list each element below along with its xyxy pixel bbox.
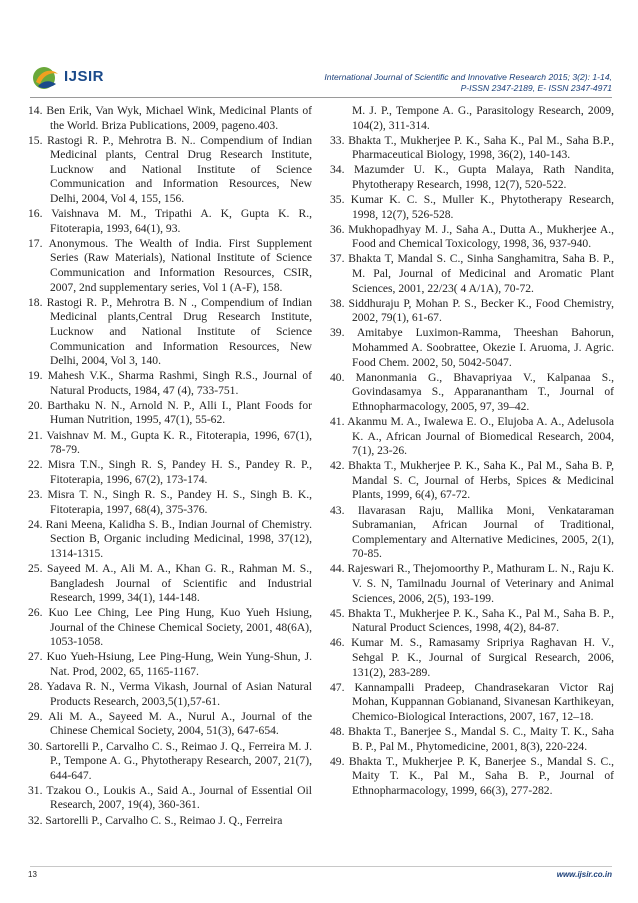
- reference-entry: 36. Mukhopadhyay M. J., Saha A., Dutta A., Mukherjee A., Food and Chemical Toxicology, 1998, 36, 937-940.: [330, 222, 614, 251]
- journal-issn-line: P-ISSN 2347-2189, E- ISSN 2347-4971: [460, 83, 612, 93]
- logo-emblem-icon: [30, 64, 62, 92]
- website-link[interactable]: www.ijsir.co.in: [556, 870, 612, 879]
- reference-entry: 15. Rastogi R. P., Mehrotra B. N.. Compendium of Indian Medicinal plants, Central Drug Research Institute, Lucknow and National Institute of Science Communication and Information Resources, New Delhi, 2004, Vol 4, 155, 156.: [28, 133, 312, 206]
- journal-title-line: International Journal of Scientific and Innovative Research 2015; 3(2): 1-14,: [324, 72, 612, 82]
- reference-entry: 41. Akanmu M. A., Iwalewa E. O., Elujoba A. A., Adelusola K. A., African Journal of Biomedical Research, 2004, 7(1), 23-26.: [330, 414, 614, 458]
- journal-citation-header: [182, 72, 612, 94]
- reference-entry: 18. Rastogi R. P., Mehrotra B. N ., Compendium of Indian Medicinal plants,Central Drug Research Institute, Lucknow and National Institute of Science Communication and Information Resources, New Delhi, 2004, Vol 3, 140.: [28, 295, 312, 368]
- reference-entry: 40. Manonmania G., Bhavapriyaa V., Kalpanaa S., Govindasamya S., Apparanantham T., Journal of Ethnopharmacology, 2005, 97, 39–42.: [330, 370, 614, 413]
- reference-entry: 23. Misra T. N., Singh R. S., Pandey H. S., Singh B. K., Fitoterapia, 1997, 68(4), 375-376.: [28, 487, 312, 516]
- reference-entry: 17. Anonymous. The Wealth of India. First Supplement Series (Raw Materials), National Institute of Science Communication and Information Resources, CSIR, 2007, 2nd supplementary series, Vol 1 (A-F), 158.: [28, 236, 312, 294]
- header-divider: [30, 97, 612, 98]
- reference-entry: 45. Bhakta T., Mukherjee P. K., Saha K., Pal M., Saha B. P., Natural Product Sciences, 1998, 4(2), 84-87.: [330, 606, 614, 635]
- reference-entry: 43. Ilavarasan Raju, Mallika Moni, Venkataraman Subramanian, African Journal of Traditional, Complementary and Alternative Medicines, 2005, 2(1), 70-85.: [330, 503, 614, 561]
- reference-entry: 30. Sartorelli P., Carvalho C. S., Reimao J. Q., Ferreira M. J. P., Tempone A. G., Phytotherapy Research, 2007, 21(7), 644-647.: [28, 739, 312, 782]
- reference-entry: 29. Ali M. A., Sayeed M. A., Nurul A., Journal of the Chinese Chemical Society, 2004, 51(3), 647-654.: [28, 709, 312, 738]
- reference-entry: 20. Barthaku N. N., Arnold N. P., Alli I., Plant Foods for Human Nutrition, 1995, 47(1), 55-62.: [28, 398, 312, 427]
- reference-entry: 48. Bhakta T., Banerjee S., Mandal S. C., Maity T. K., Saha B. P., Pal M., Phytomedicine, 2001, 8(3), 220-224.: [330, 724, 614, 753]
- reference-entry-continued: M. J. P., Tempone A. G., Parasitology Research, 2009, 104(2), 311-314.: [352, 104, 614, 132]
- reference-entry: 24. Rani Meena, Kalidha S. B., Indian Journal of Chemistry. Section B, Organic including Medicinal, 1998, 37(12), 1314-1315.: [28, 517, 312, 560]
- reference-entry: 44. Rajeswari R., Thejomoorthy P., Mathuram L. N., Raju K. V. S. N, Tamilnadu Journal of Veterinary and Animal Sciences, 2006, 2(5), 193-199.: [330, 562, 614, 605]
- reference-entry: 16. Vaishnava M. M., Tripathi A. K, Gupta K. R., Fitoterapia, 1993, 64(1), 93.: [28, 207, 312, 235]
- reference-entry: 39. Amitabye Luximon-Ramma, Theeshan Bahorun, Mohammed A. Soobrattee, Okezie I. Aruoma, J. Agric. Food Chem. 2002, 50, 5042-5047.: [330, 326, 614, 369]
- references-right-column: [330, 104, 614, 799]
- reference-entry: 21. Vaishnav M. M., Gupta K. R., Fitoterapia, 1996, 67(1), 78-79.: [28, 428, 312, 457]
- reference-entry: 46. Kumar M. S., Ramasamy Sripriya Raghavan H. V., Sehgal P. K., Journal of Surgical Research, 2006, 131(2), 283-289.: [330, 636, 614, 679]
- reference-entry: 14. Ben Erik, Van Wyk, Michael Wink, Medicinal Plants of the World. Briza Publications, 2009, pageno.403.: [28, 104, 312, 132]
- reference-entry: 49. Bhakta T., Mukherjee P. K, Banerjee S., Mandal S. C., Maity T. K., Pal M., Saha B. P., Journal of Ethnopharmacology, 1999, 66(3), 277-282.: [330, 754, 614, 797]
- reference-entry: 27. Kuo Yueh-Hsiung, Lee Ping-Hung, Wein Yung-Shun, J. Nat. Prod, 2002, 65, 1165-1167.: [28, 650, 312, 679]
- reference-entry: 31. Tzakou O., Loukis A., Said A., Journal of Essential Oil Research, 2007, 19(4), 360-361.: [28, 783, 312, 812]
- reference-entry: 25. Sayeed M. A., Ali M. A., Khan G. R., Rahman M. S., Bangladesh Journal of Scientific and Industrial Research, 1999, 34(1), 144-148.: [28, 561, 312, 605]
- reference-entry: 35. Kumar K. C. S., Muller K., Phytotherapy Research, 1998, 12(7), 526-528.: [330, 193, 614, 221]
- reference-entry: 37. Bhakta T, Mandal S. C., Sinha Sanghamitra, Saha B. P., M. Pal, Journal of Medicinal and Aromatic Plant Sciences, 2001, 22/23( 4 A/1A), 70-72.: [330, 252, 614, 295]
- reference-entry: 19. Mahesh V.K., Sharma Rashmi, Singh R.S., Journal of Natural Products, 1984, 47 (4), 733-751.: [28, 369, 312, 397]
- page-number: 13: [28, 870, 37, 879]
- footer-divider: [30, 866, 612, 867]
- reference-entry: 33. Bhakta T., Mukherjee P. K., Saha K., Pal M., Saha B.P., Pharmaceutical Biology, 1998, 36(2), 140-143.: [330, 133, 614, 162]
- reference-entry: 34. Mazumder U. K., Gupta Malaya, Rath Nandita, Phytotherapy Research, 1998, 12(7), 520-522.: [330, 163, 614, 191]
- reference-entry: 32. Sartorelli P., Carvalho C. S., Reimao J. Q., Ferreira: [28, 813, 283, 827]
- references-left-column: [28, 104, 312, 829]
- reference-entry: 22. Misra T.N., Singh R. S, Pandey H. S., Pandey R. P., Fitoterapia, 1996, 67(2), 173-174.: [28, 458, 312, 486]
- reference-entry: 42. Bhakta T., Mukherjee P. K., Saha K., Pal M., Saha B. P, Mandal S. C, Journal of Herbs, Spices & Medicinal Plants, 1999, 6(4), 67-72.: [330, 459, 614, 502]
- reference-entry: 26. Kuo Lee Ching, Lee Ping Hung, Kuo Yueh Hsiung, Journal of the Chinese Chemical Society, 2001, 48(6A), 1053-1058.: [28, 606, 312, 649]
- reference-entry: 28. Yadava R. N., Verma Vikash, Journal of Asian Natural Products Research, 2003,5(1),57-61.: [28, 680, 312, 708]
- reference-entry: 38. Siddhuraju P, Mohan P. S., Becker K., Food Chemistry, 2002, 79(1), 61-67.: [330, 296, 614, 325]
- reference-entry: 47. Kannampalli Pradeep, Chandrasekaran Victor Raj Mohan, Kuppannan Gobianand, Sivanesan Karthikeyan, Chemico-Biological Interactions, 2007, 167, 12–18.: [330, 680, 614, 723]
- logo-text: IJSIR: [64, 68, 105, 85]
- journal-logo: [30, 64, 148, 92]
